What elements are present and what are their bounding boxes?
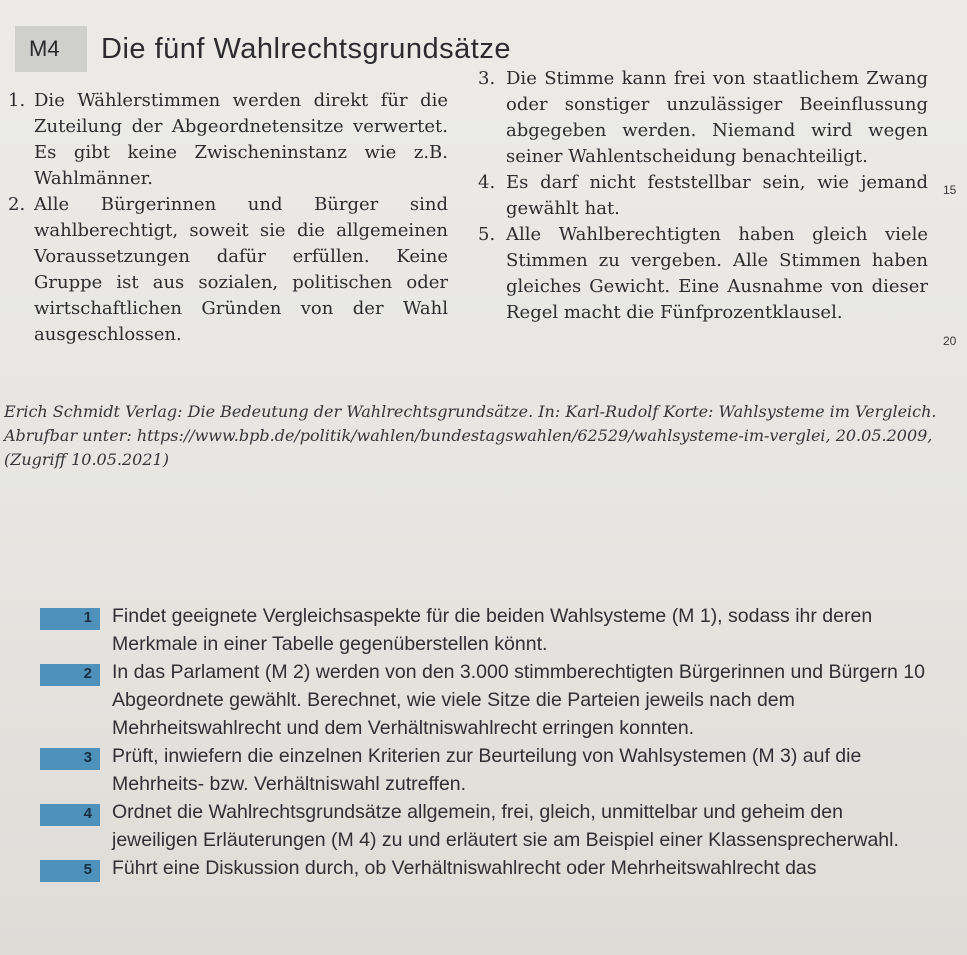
principle-text: Die Wählerstimmen werden direkt für die Zuteilung der Abgeordnetensitze verwertet. Es gibt keine Zwischeninstanz wie z.B. Wahlmänner. [34,90,448,189]
principle-item [478,222,928,326]
principle-number: 2. [8,194,26,215]
source-citation: Erich Schmidt Verlag: Die Bedeutung der Wahlrechtsgrundsätze. In: Karl-Rudolf Korte: Wahlsysteme im Vergleich. Abrufbar unter: https://www.bpb.de/politik/wahlen/bundestagswahlen/62529/wahlsysteme-im-verglei, 20.05.2009, (Zugriff 10.05.2021) [4,402,937,469]
principle-text: Die Stimme kann frei von staatlichem Zwang oder sonstiger unzulässiger Beeinflussung abgegeben werden. Niemand wird wegen seiner Wahlentscheidung benachteiligt. [506,68,928,167]
material-label: M4 [15,26,87,72]
task-text: In das Parlament (M 2) werden von den 3.000 stimmberechtigten Bürgerinnen und Bürgern 10 Abgeordnete gewählt. Berechnet, wie viele Sitze die Parteien jeweils nach dem Mehrheitswahlrecht und dem Verhältniswahlrecht erringen konnten. [112,661,925,739]
task-item [40,602,960,658]
task-item [40,798,960,854]
task-badge [40,664,100,686]
task-badge [40,608,100,630]
task-number: 2 [83,665,92,682]
principle-item [8,88,448,192]
line-number: 20 [943,334,957,348]
principle-number: 3. [478,68,496,89]
material-title: Die fünf Wahlrechtsgrundsätze [101,32,511,65]
right-text-column [478,66,928,326]
task-number: 3 [83,749,92,766]
task-number: 5 [83,861,92,878]
principle-item [8,192,448,348]
principle-number: 4. [478,172,496,193]
task-item [40,742,960,798]
left-text-column [8,88,448,348]
principle-item [478,170,928,222]
task-badge [40,860,100,882]
task-text: Führt eine Diskussion durch, ob Verhältniswahlrecht oder Mehrheitswahlrecht das [112,857,817,879]
principle-item [478,66,928,170]
task-list [40,602,960,882]
line-number: 15 [943,183,957,197]
principle-text: Alle Bürgerinnen und Bürger sind wahlberechtigt, soweit sie die allgemeinen Voraussetzungen dafür erfüllen. Keine Gruppe ist aus sozialen, politischen oder wirtschaftlichen Gründen von der Wahl ausgeschlossen. [34,194,448,345]
task-text: Ordnet die Wahlrechtsgrundsätze allgemein, frei, gleich, unmittelbar und geheim den jeweiligen Erläuterungen (M 4) zu und erläutert sie am Beispiel einer Klassensprecherwahl. [112,801,899,851]
task-number: 1 [83,609,92,626]
task-item [40,854,960,882]
principle-number: 1. [8,90,26,111]
material-header [15,26,511,72]
principle-number: 5. [478,224,496,245]
task-badge [40,748,100,770]
principle-text: Alle Wahlberechtigten haben gleich viele Stimmen zu vergeben. Alle Stimmen haben gleiches Gewicht. Eine Ausnahme von dieser Regel macht die Fünfprozentklausel. [506,224,928,323]
task-text: Prüft, inwiefern die einzelnen Kriterien zur Beurteilung von Wahlsystemen (M 3) auf die Mehrheits- bzw. Verhältniswahl zutreffen. [112,745,862,795]
task-badge [40,804,100,826]
principle-text: Es darf nicht feststellbar sein, wie jemand gewählt hat. [506,172,928,219]
task-item [40,658,960,742]
task-text: Findet geeignete Vergleichsaspekte für die beiden Wahlsysteme (M 1), sodass ihr deren Merkmale in einer Tabelle gegenüberstellen könnt. [112,605,873,655]
task-number: 4 [83,805,92,822]
